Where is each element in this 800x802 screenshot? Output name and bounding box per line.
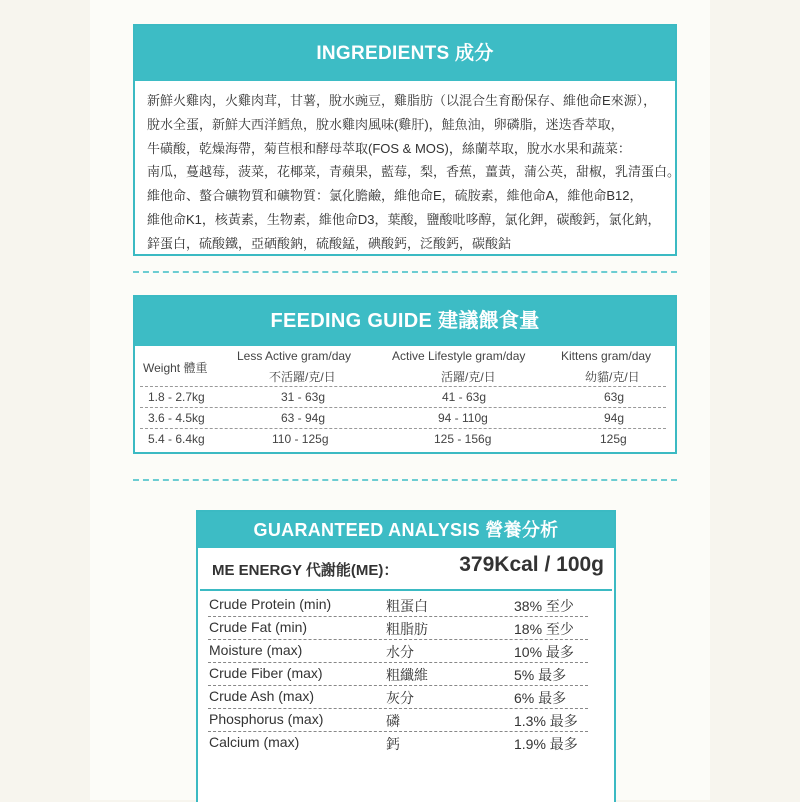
table-cell-less-active: 63 - 94g: [281, 411, 326, 425]
table-divider: [140, 386, 666, 387]
table-divider: [140, 407, 666, 408]
ingredients-line: 南瓜，蔓越莓，菠菜，花椰菜，青蘋果，藍莓，梨，香蕉，薑黃，蒲公英，甜椒，乳清蛋白。: [147, 164, 681, 180]
nutrient-name-zh: 粗脂肪: [386, 621, 428, 637]
analysis-row: [208, 639, 588, 663]
nutrient-name-zh: 粗蛋白: [386, 598, 428, 614]
table-cell-active: 125 - 156g: [434, 432, 492, 446]
nutrient-name: Crude Ash (max): [209, 688, 315, 704]
table-cell-kittens: 94g: [604, 411, 625, 425]
nutrient-name: Crude Protein (min): [209, 596, 332, 612]
nutrient-value: 38% 至少: [514, 598, 574, 614]
ingredients-line: 脫水全蛋，新鮮大西洋鱈魚，脫水雞肉風味(雞肝)，鮭魚油，卵磷脂，迷迭香萃取，: [147, 116, 624, 132]
header-kittens: Kittens gram/day: [561, 349, 652, 363]
table-cell-active: 94 - 110g: [438, 411, 488, 425]
ingredients-line: 鋅蛋白，硫酸鐵，亞硒酸鈉，硫酸錳，碘酸鈣，泛酸鈣，碳酸鈷: [147, 235, 512, 251]
analysis-row: [208, 616, 588, 640]
analysis-row: [208, 593, 588, 617]
section-divider: [133, 271, 677, 273]
header-less-active-zh: 不活躍/克/日: [269, 370, 336, 384]
ingredients-line: 牛磺酸，乾燥海帶，菊苣根和酵母萃取(FOS & MOS)，絲蘭萃取，脫水水果和蔬菜：: [147, 140, 631, 156]
ingredients-text: [135, 81, 681, 256]
nutrient-value: 10% 最多: [514, 644, 574, 660]
nutrient-name-zh: 鈣: [386, 736, 400, 752]
header-kittens-zh: 幼貓/克/日: [585, 370, 640, 384]
ingredients-line: 維他命、螯合礦物質和礦物質：氯化膽鹼，維他命E，硫胺素，維他命A，維他命B12，: [147, 188, 643, 204]
header-active-lifestyle: Active Lifestyle gram/day: [392, 349, 526, 363]
nutrient-value: 18% 至少: [514, 621, 574, 637]
analysis-row: [208, 731, 588, 754]
nutrient-name-zh: 水分: [386, 644, 414, 660]
ingredients-line: 維他命K1，核黃素，生物素，維他命D3，葉酸，鹽酸吡哆醇，氯化鉀，碳酸鈣，氯化鈉，: [147, 211, 661, 227]
nutrient-value: 6% 最多: [514, 690, 567, 706]
analysis-row: [208, 685, 588, 709]
table-cell-kittens: 63g: [604, 390, 625, 404]
ingredients-line: 新鮮火雞肉，火雞肉茸，甘薯，脫水豌豆，雞脂肪（以混合生育酚保存、維他命E來源），: [147, 93, 657, 108]
table-cell-less-active: 31 - 63g: [281, 390, 326, 404]
analysis-title: GUARANTEED ANALYSIS 營養分析: [198, 512, 614, 548]
nutrient-value: 1.9% 最多: [514, 736, 578, 752]
energy-value: 379Kcal / 100g: [459, 553, 604, 576]
feeding-guide-title: FEEDING GUIDE 建議餵食量: [135, 297, 675, 346]
ingredients-panel: [133, 24, 681, 256]
table-cell-less-active: 110 - 125g: [272, 432, 329, 446]
nutrient-name: Calcium (max): [209, 734, 300, 750]
nutrient-value: 5% 最多: [514, 667, 567, 683]
table-divider: [140, 428, 666, 429]
nutrient-name-zh: 灰分: [386, 690, 414, 706]
analysis-row: [208, 708, 588, 732]
feeding-guide-panel: [133, 295, 677, 454]
ingredients-title: INGREDIENTS 成分: [135, 26, 675, 81]
table-cell-weight: 5.4 - 6.4kg: [148, 432, 205, 446]
header-weight: Weight 體重: [143, 361, 208, 375]
nutrient-name: Phosphorus (max): [209, 711, 324, 727]
guaranteed-analysis-panel: [196, 510, 616, 802]
analysis-row: [208, 662, 588, 686]
table-cell-weight: 1.8 - 2.7kg: [148, 390, 205, 404]
header-active-lifestyle-zh: 活躍/克/日: [441, 370, 496, 384]
nutrient-name: Crude Fat (min): [209, 619, 308, 635]
table-cell-active: 41 - 63g: [442, 390, 487, 404]
nutrient-name: Moisture (max): [209, 642, 303, 658]
table-cell-kittens: 125g: [600, 432, 627, 446]
nutrient-name: Crude Fiber (max): [209, 665, 323, 681]
section-divider: [133, 479, 677, 481]
nutrient-value: 1.3% 最多: [514, 713, 578, 729]
table-cell-weight: 3.6 - 4.5kg: [148, 411, 205, 425]
nutrient-name-zh: 磷: [386, 713, 400, 729]
header-less-active: Less Active gram/day: [237, 349, 352, 363]
nutrient-name-zh: 粗纖維: [386, 667, 428, 683]
energy-row: [200, 549, 612, 591]
energy-label: ME ENERGY 代謝能(ME)：: [212, 562, 399, 579]
